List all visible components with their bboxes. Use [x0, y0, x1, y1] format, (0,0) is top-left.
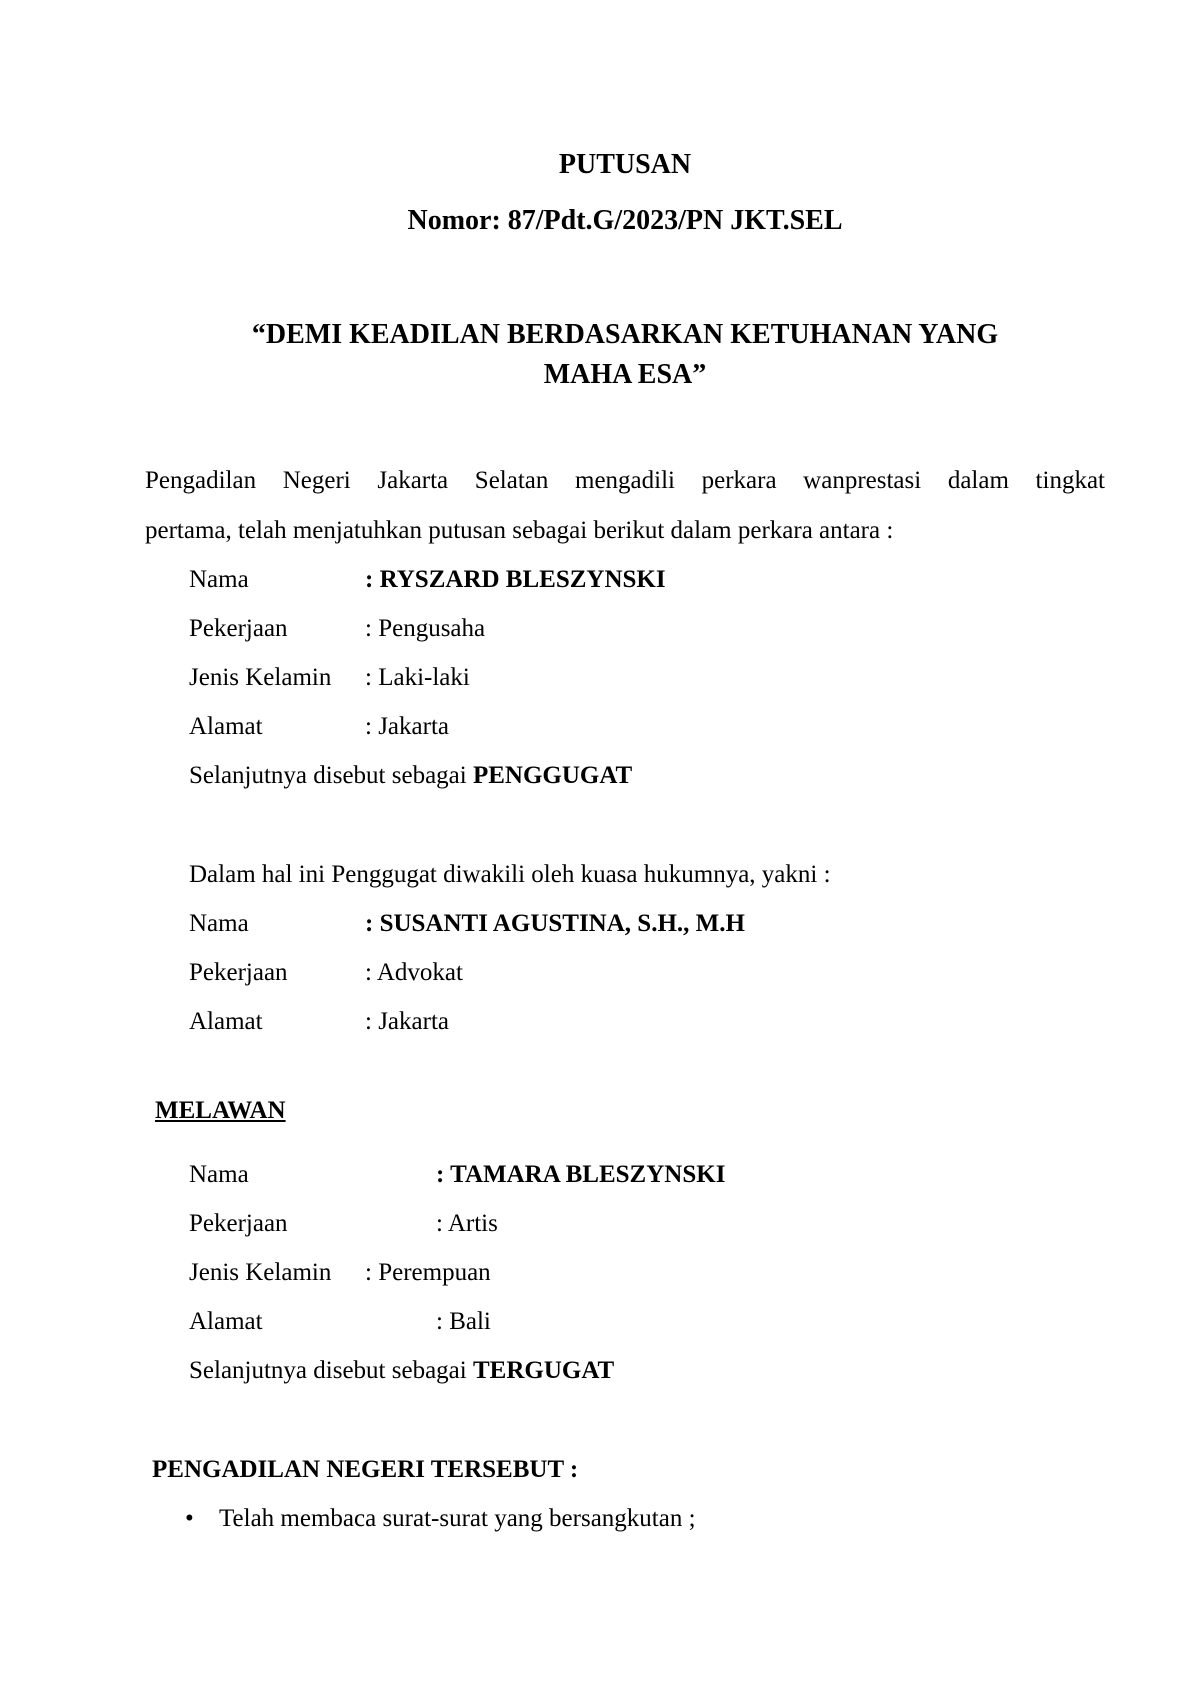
defendant-designation-prefix: Selanjutnya disebut sebagai [189, 1357, 467, 1384]
plaintiff-occupation-value: : Pengusaha [365, 615, 486, 642]
intro-line-1: Pengadilan Negeri Jakarta Selatan mengadili perkara wanprestasi dalam tingkat [145, 467, 1105, 494]
intro-line-2: pertama, telah menjatuhkan putusan sebagai berikut dalam perkara antara : [145, 517, 894, 544]
defendant-occupation-label: Pekerjaan [189, 1210, 288, 1237]
oath-line-2: MAHA ESA” [543, 359, 707, 390]
defendant-occupation-value: : Artis [436, 1210, 498, 1237]
plaintiff-occupation-label: Pekerjaan [189, 615, 288, 642]
plaintiff-gender-value: : Laki-laki [365, 664, 470, 691]
defendant-gender-label: Jenis Kelamin [189, 1259, 332, 1286]
case-number: Nomor: 87/Pdt.G/2023/PN JKT.SEL [407, 205, 843, 236]
plaintiff-designation-role: PENGGUGAT [472, 762, 633, 789]
counsel-occupation-label: Pekerjaan [189, 959, 288, 986]
bullet-item-text: Telah membaca surat-surat yang bersangkutan ; [219, 1505, 696, 1532]
counsel-name-value: : SUSANTI AGUSTINA, S.H., M.H [365, 910, 745, 937]
defendant-designation-role: TERGUGAT [472, 1357, 615, 1384]
counsel-intro: Dalam hal ini Penggugat diwakili oleh kuasa hukumnya, yakni : [189, 861, 831, 888]
defendant-name-label: Nama [189, 1161, 249, 1188]
defendant-gender-value: : Perempuan [365, 1259, 491, 1286]
bullet-icon: • [185, 1505, 194, 1532]
plaintiff-address-value: : Jakarta [365, 713, 449, 740]
plaintiff-gender-label: Jenis Kelamin [189, 664, 332, 691]
oath-line-1: “DEMI KEADILAN BERDASARKAN KETUHANAN YANG [251, 319, 999, 350]
defendant-address-label: Alamat [189, 1308, 263, 1335]
defendant-designation [189, 1356, 614, 1386]
defendant-address-value: : Bali [436, 1308, 491, 1335]
versus-heading: MELAWAN [155, 1097, 286, 1124]
defendant-name-value: : TAMARA BLESZYNSKI [436, 1161, 726, 1188]
counsel-occupation-value: : Advokat [365, 959, 463, 986]
plaintiff-name-label: Nama [189, 566, 249, 593]
counsel-name-label: Nama [189, 910, 249, 937]
plaintiff-designation-prefix: Selanjutnya disebut sebagai [189, 762, 467, 789]
counsel-address-label: Alamat [189, 1008, 263, 1035]
plaintiff-address-label: Alamat [189, 713, 263, 740]
plaintiff-name-value: : RYSZARD BLESZYNSKI [365, 566, 666, 593]
document-title: PUTUSAN [558, 149, 692, 180]
plaintiff-designation [189, 761, 632, 791]
court-section-heading: PENGADILAN NEGERI TERSEBUT : [152, 1456, 579, 1483]
counsel-address-value: : Jakarta [365, 1008, 449, 1035]
